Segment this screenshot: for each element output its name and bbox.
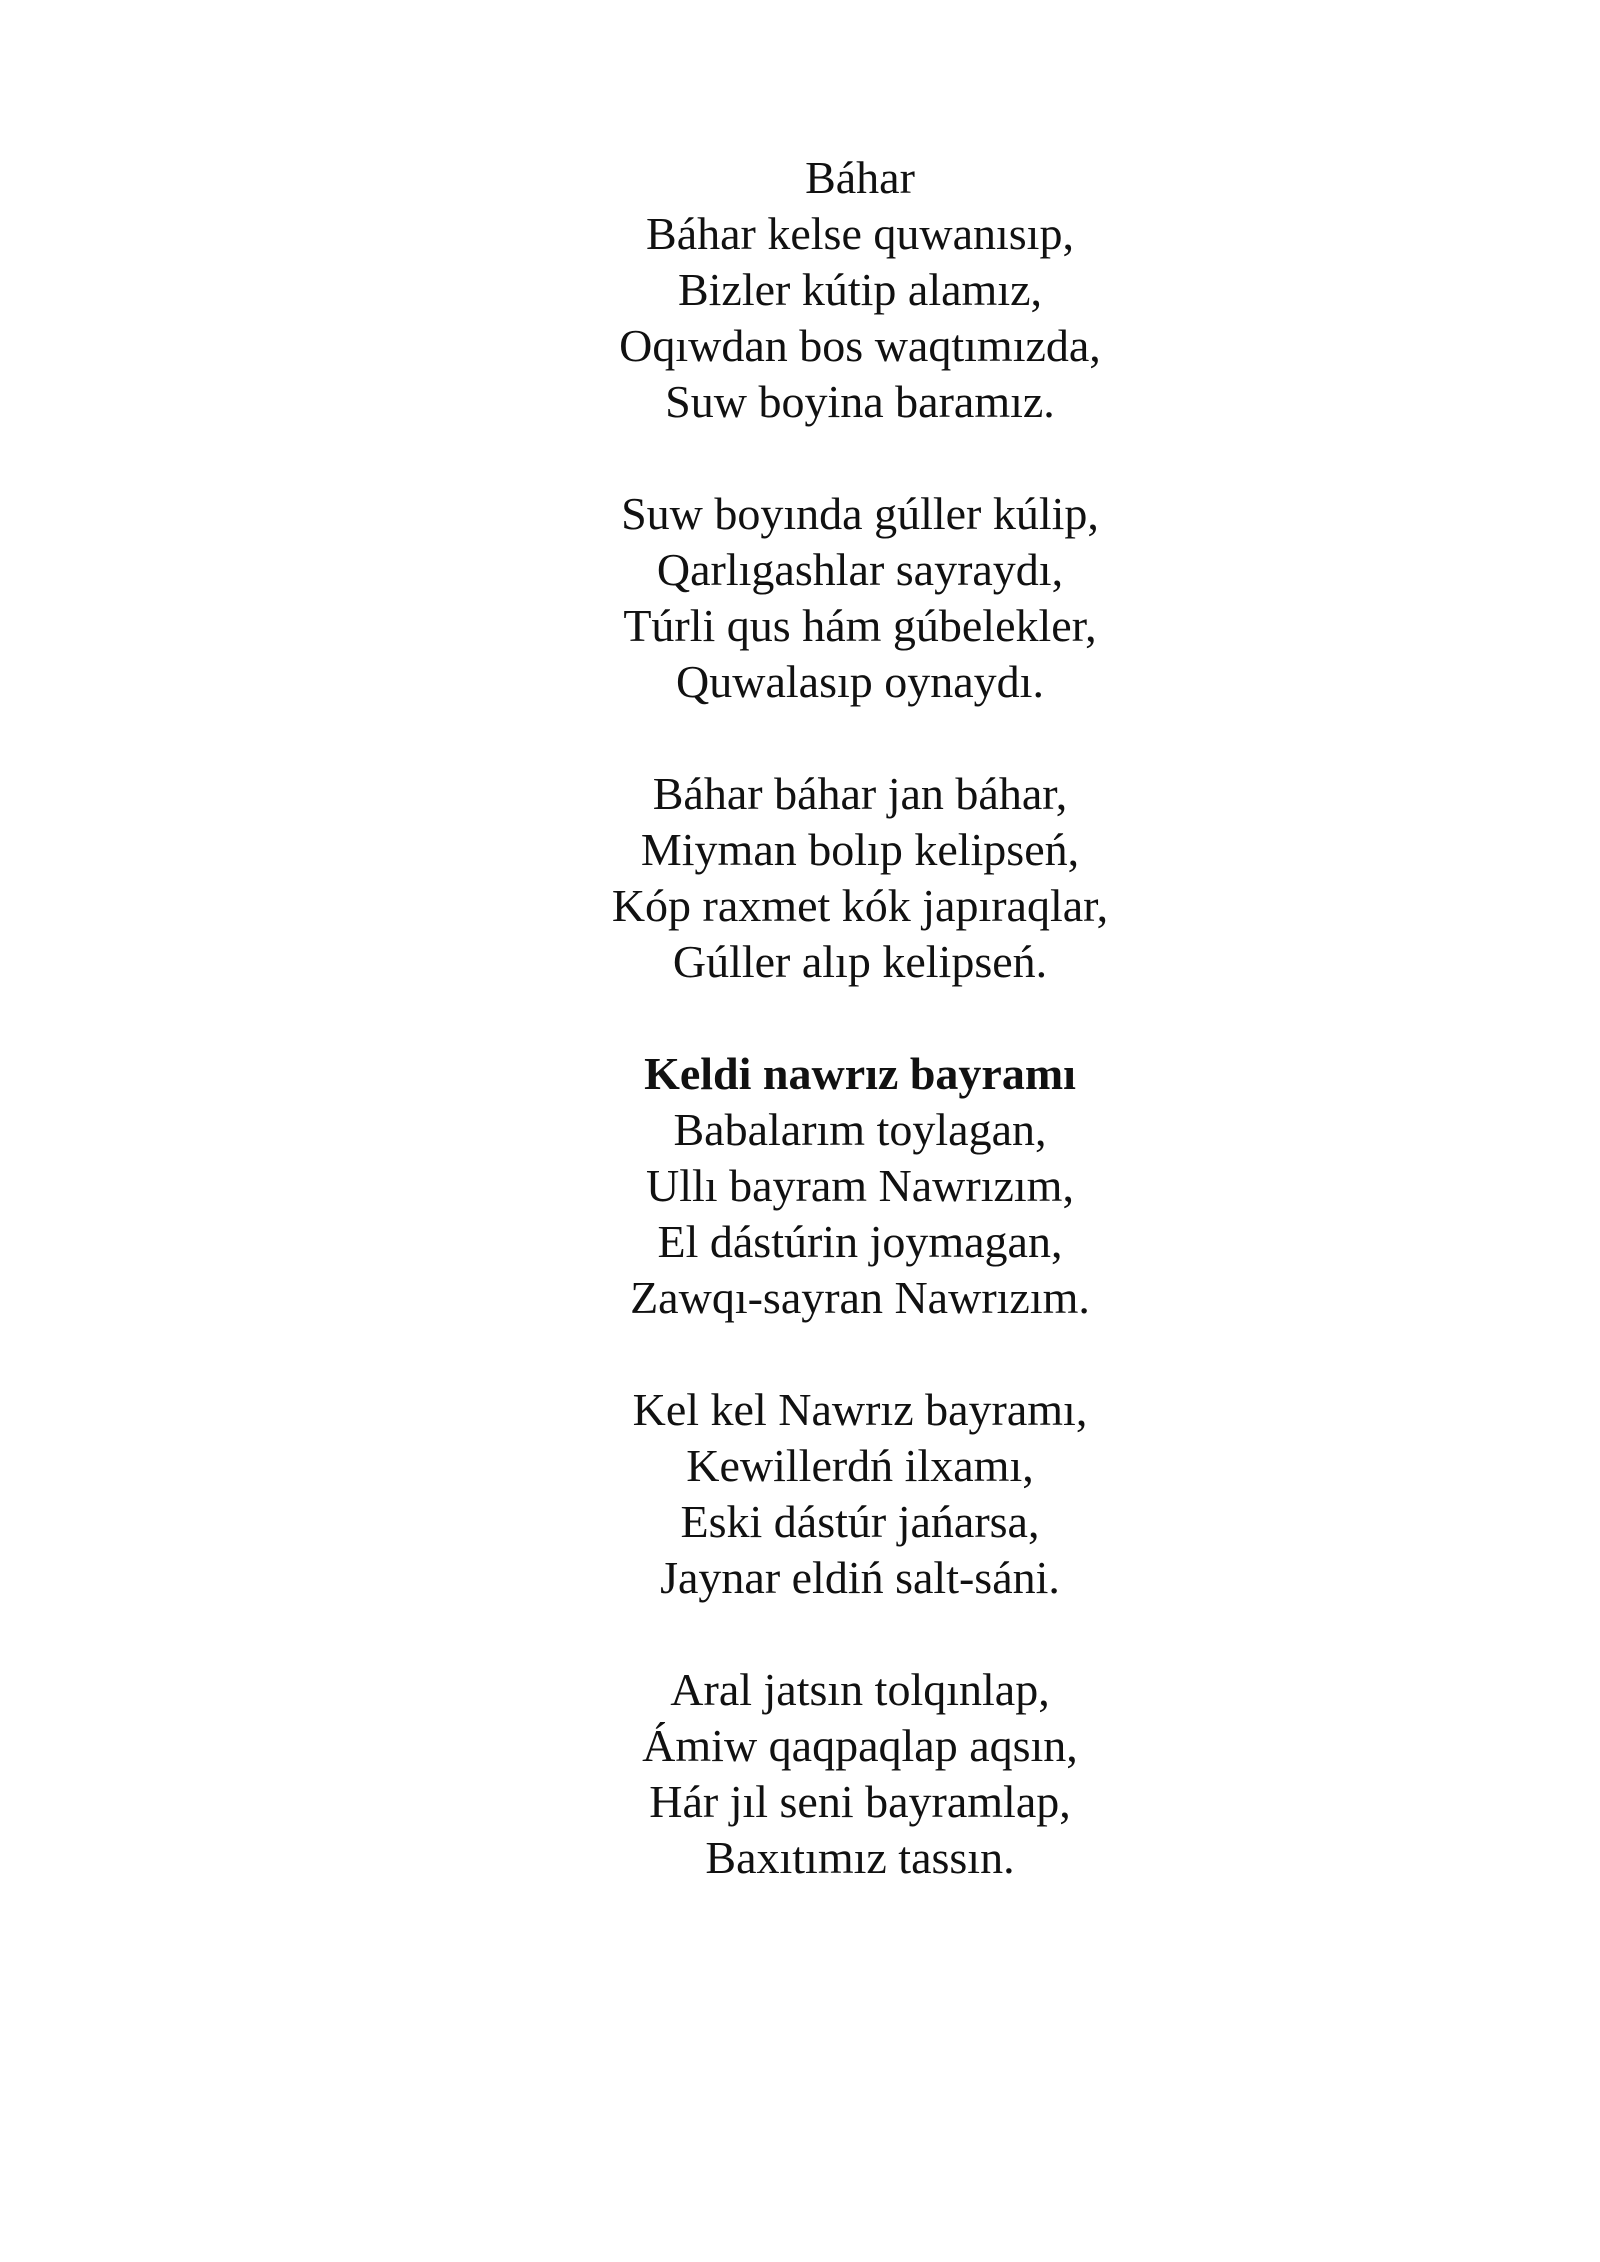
stanza (0, 1662, 1600, 1886)
poem-line: Ámiw qaqpaqlap aqsın, (642, 1720, 1078, 1771)
stanza (0, 150, 1600, 430)
poem-line: Báhar báhar jan báhar, (652, 768, 1068, 819)
poem-title: Báhar (805, 152, 915, 203)
poem-line: Eski dástúr jańarsa, (680, 1496, 1040, 1547)
poem-line: Kóp raxmet kók japıraqlar, (611, 880, 1109, 931)
poem-line: Aral jatsın tolqınlap, (670, 1664, 1050, 1715)
stanza (0, 766, 1600, 990)
poem-line: El dástúrin joymagan, (657, 1216, 1063, 1267)
poem-line: Zawqı-sayran Nawrızım. (630, 1272, 1090, 1323)
poem-line: Kel kel Nawrız bayramı, (632, 1384, 1088, 1435)
poem-line: Báhar kelse quwanısıp, (646, 208, 1074, 259)
poem-line: Miyman bolıp kelipseń, (640, 824, 1080, 875)
poem-line: Babalarım toylagan, (673, 1104, 1047, 1155)
poem-line: Quwalasıp oynaydı. (676, 656, 1044, 707)
poem-line: Suw boyında gúller kúlip, (621, 488, 1099, 539)
poem-line: Suw boyina baramız. (665, 376, 1055, 427)
stanza (0, 1046, 1600, 1326)
poem-line: Qarlıgashlar sayraydı, (656, 544, 1064, 595)
stanza (0, 486, 1600, 710)
poem-line: Gúller alıp kelipseń. (672, 936, 1048, 987)
poem-line: Oqıwdan bos waqtımızda, (619, 320, 1101, 371)
poem-line: Ullı bayram Nawrızım, (646, 1160, 1074, 1211)
poem-line: Túrli qus hám gúbelekler, (623, 600, 1097, 651)
poem-line: Hár jıl seni bayramlap, (649, 1776, 1071, 1827)
stanza (0, 1382, 1600, 1606)
poem-line: Kewillerdń ilxamı, (686, 1440, 1034, 1491)
poem-line: Jaynar eldiń salt-sáni. (660, 1552, 1060, 1603)
poem-title: Keldi nawrız bayramı (644, 1048, 1076, 1099)
poem-text (0, 150, 1600, 1942)
poem-line: Bizler kútip alamız, (677, 264, 1043, 315)
poem-line: Baxıtımız tassın. (705, 1832, 1015, 1883)
